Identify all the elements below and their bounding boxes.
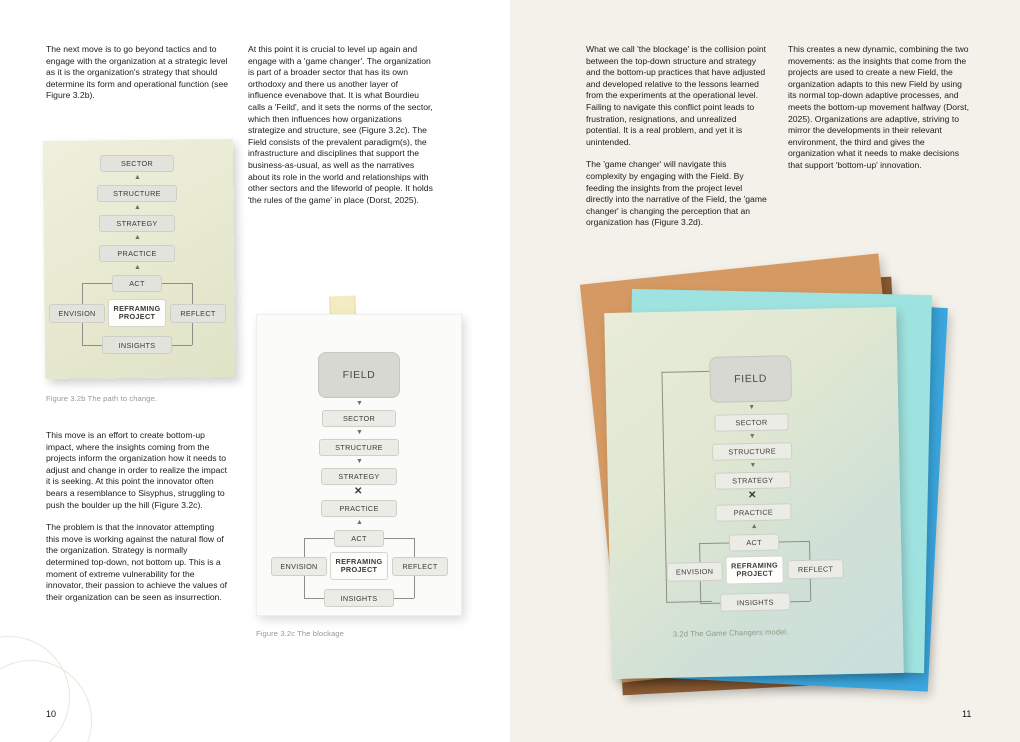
node-act: ACT xyxy=(112,275,162,292)
arrow-up-icon: ▲ xyxy=(134,264,141,271)
node-envision: ENVISION xyxy=(49,304,105,323)
arrow-up-icon: ▲ xyxy=(134,174,141,181)
node-reframing-project: REFRAMING PROJECT xyxy=(725,555,784,584)
arrow-up-icon: ▲ xyxy=(134,204,141,211)
blockage-marker-icon: ✕ xyxy=(747,489,757,502)
node-reframing-project: REFRAMING PROJECT xyxy=(330,552,388,580)
cycle-line-left-lower xyxy=(82,323,83,345)
node-structure: STRUCTURE xyxy=(97,185,177,202)
node-reframing-project: REFRAMING PROJECT xyxy=(108,299,166,327)
node-reflect: REFLECT xyxy=(392,557,448,576)
cycle-line-top-right xyxy=(162,283,192,284)
node-insights: INSIGHTS xyxy=(324,589,394,607)
figure-3-2c-diagram xyxy=(256,314,460,614)
node-act: ACT xyxy=(729,533,779,551)
node-field: FIELD xyxy=(709,355,792,403)
node-sector: SECTOR xyxy=(322,410,396,427)
node-envision: ENVISION xyxy=(666,562,722,582)
column-1 xyxy=(46,44,228,113)
arrow-down-icon: ▼ xyxy=(356,429,363,436)
cycle-line-top-left xyxy=(699,543,729,545)
caption-figure-3-2b: Figure 3.2b The path to change. xyxy=(46,394,158,403)
arrow-down-icon: ▼ xyxy=(356,458,363,465)
cycle-line-left-lower xyxy=(304,576,305,598)
figure-3-2b-diagram xyxy=(44,140,234,378)
node-practice: PRACTICE xyxy=(99,245,175,262)
page-number-right: 11 xyxy=(962,709,972,719)
column-2 xyxy=(248,44,434,217)
paragraph: This move is an effort to create bottom-up impact, where the insights coming from the projects inform the organization how it needs to adjust and change in order to realize the impact it is seeking. At this point the innovator often bears a resemblance to Sisyphus, struggling to push the boulder up the hill (Figure 3.2c). xyxy=(46,430,228,510)
node-strategy: STRATEGY xyxy=(99,215,175,232)
node-strategy: STRATEGY xyxy=(321,468,397,485)
node-structure: STRUCTURE xyxy=(319,439,399,456)
caption-figure-3-2d: 3.2d The Game Changers model. xyxy=(672,627,789,639)
arrow-down-icon: ▼ xyxy=(749,461,757,470)
node-strategy: STRATEGY xyxy=(715,471,791,490)
cycle-line-right-lower xyxy=(414,576,415,598)
node-insights: INSIGHTS xyxy=(720,592,790,611)
arrow-down-icon: ▼ xyxy=(748,432,756,441)
cycle-line-top xyxy=(82,283,112,284)
node-structure: STRUCTURE xyxy=(712,442,792,461)
paragraph: At this point it is crucial to level up again and engage with a 'game changer'. The organization is part of a broader sector that has its own orthodoxy and there us another layer of influence evenabove that. It is what Bourdieu calls a 'Feild', and it sets the norms of the sector, which then influences how organizations strategize and structure, see (Figure 3.2c). The Field consists of the prevalent paradigm(s), the infrastructure and disciplines that support the business-as-usual, as well as the narratives about its role in the world and relationships with other sectors and the lifeworld of people. It holds 'the rules of the game' in place (Dorst, 2025). xyxy=(248,44,433,205)
arrow-up-icon: ▲ xyxy=(134,234,141,241)
node-practice: PRACTICE xyxy=(715,503,791,522)
cycle-line-top-right xyxy=(384,538,414,539)
node-practice: PRACTICE xyxy=(321,500,397,517)
arrow-up-icon: ▲ xyxy=(356,519,363,526)
figure-3-2d-diagram xyxy=(604,307,904,679)
cycle-line-left-lower xyxy=(700,581,701,603)
column-1-lower xyxy=(46,430,228,614)
node-reflect: REFLECT xyxy=(170,304,226,323)
paragraph: This creates a new dynamic, combining the two movements: as the insights that come from the projects are used to create a new Field, the organization adapts to this new Field by using its normal top-down adaptive processes, and meets the bottom-up movement halfway (Dorst, 2025). Organizations are adaptive, striving to mirror the developments in their relevant environment, the third and gives the organization what it needs to make decisions that support 'bottom-up' innovation. xyxy=(788,44,970,170)
paragraph: What we call 'the blockage' is the collision point between the top-down structure and strategy and the bottom-up practices that have adjusted and developed relative to the lessons learned from the experiments at the operational level. Failing to navigate this conflict point leads to frustration, resignations, and unrealized potential. It is a real problem, and yet it is unintended. xyxy=(586,44,767,147)
caption-figure-3-2c: Figure 3.2c The blockage xyxy=(256,629,344,638)
node-field: FIELD xyxy=(318,352,400,398)
node-act: ACT xyxy=(334,530,384,547)
blockage-marker-icon: ✕ xyxy=(354,486,363,497)
cycle-line-top-right xyxy=(779,541,809,543)
paragraph: The problem is that the innovator attempting this move is working against the natural flow of the organization. Strategy is normally determined top-down, not bottom up. This is a moment of extreme vulnerability for the innovator, their passion to achieve the values of their organization can be seen as insurrection. xyxy=(46,522,228,602)
node-insights: INSIGHTS xyxy=(102,336,172,354)
arrow-down-icon: ▼ xyxy=(356,400,363,407)
cycle-line-top-left xyxy=(304,538,334,539)
column-4 xyxy=(788,44,970,183)
cycle-line-right-lower xyxy=(192,323,193,345)
node-reflect: REFLECT xyxy=(787,559,843,579)
node-sector: SECTOR xyxy=(100,155,174,172)
node-sector: SECTOR xyxy=(714,413,788,432)
column-3 xyxy=(586,44,768,240)
paragraph: The next move is to go beyond tactics and to engage with the organization at a strategic level as it is the organization's strategy that should determine its form and operational function (see Figure 3.2b). xyxy=(46,44,229,101)
arrow-up-icon: ▲ xyxy=(750,522,758,531)
feedback-loop-top xyxy=(661,371,709,373)
arrow-down-icon: ▼ xyxy=(748,403,756,412)
node-envision: ENVISION xyxy=(271,557,327,576)
cycle-line-right-lower xyxy=(810,579,811,601)
paragraph: The 'game changer' will navigate this complexity by engaging with the Field. By feeding the insights from the project level directly into the narrative of the Field, the 'game changer' is changing the perception that an organization has (Figure 3.2d). xyxy=(586,159,767,228)
page-number-left: 10 xyxy=(46,709,57,719)
